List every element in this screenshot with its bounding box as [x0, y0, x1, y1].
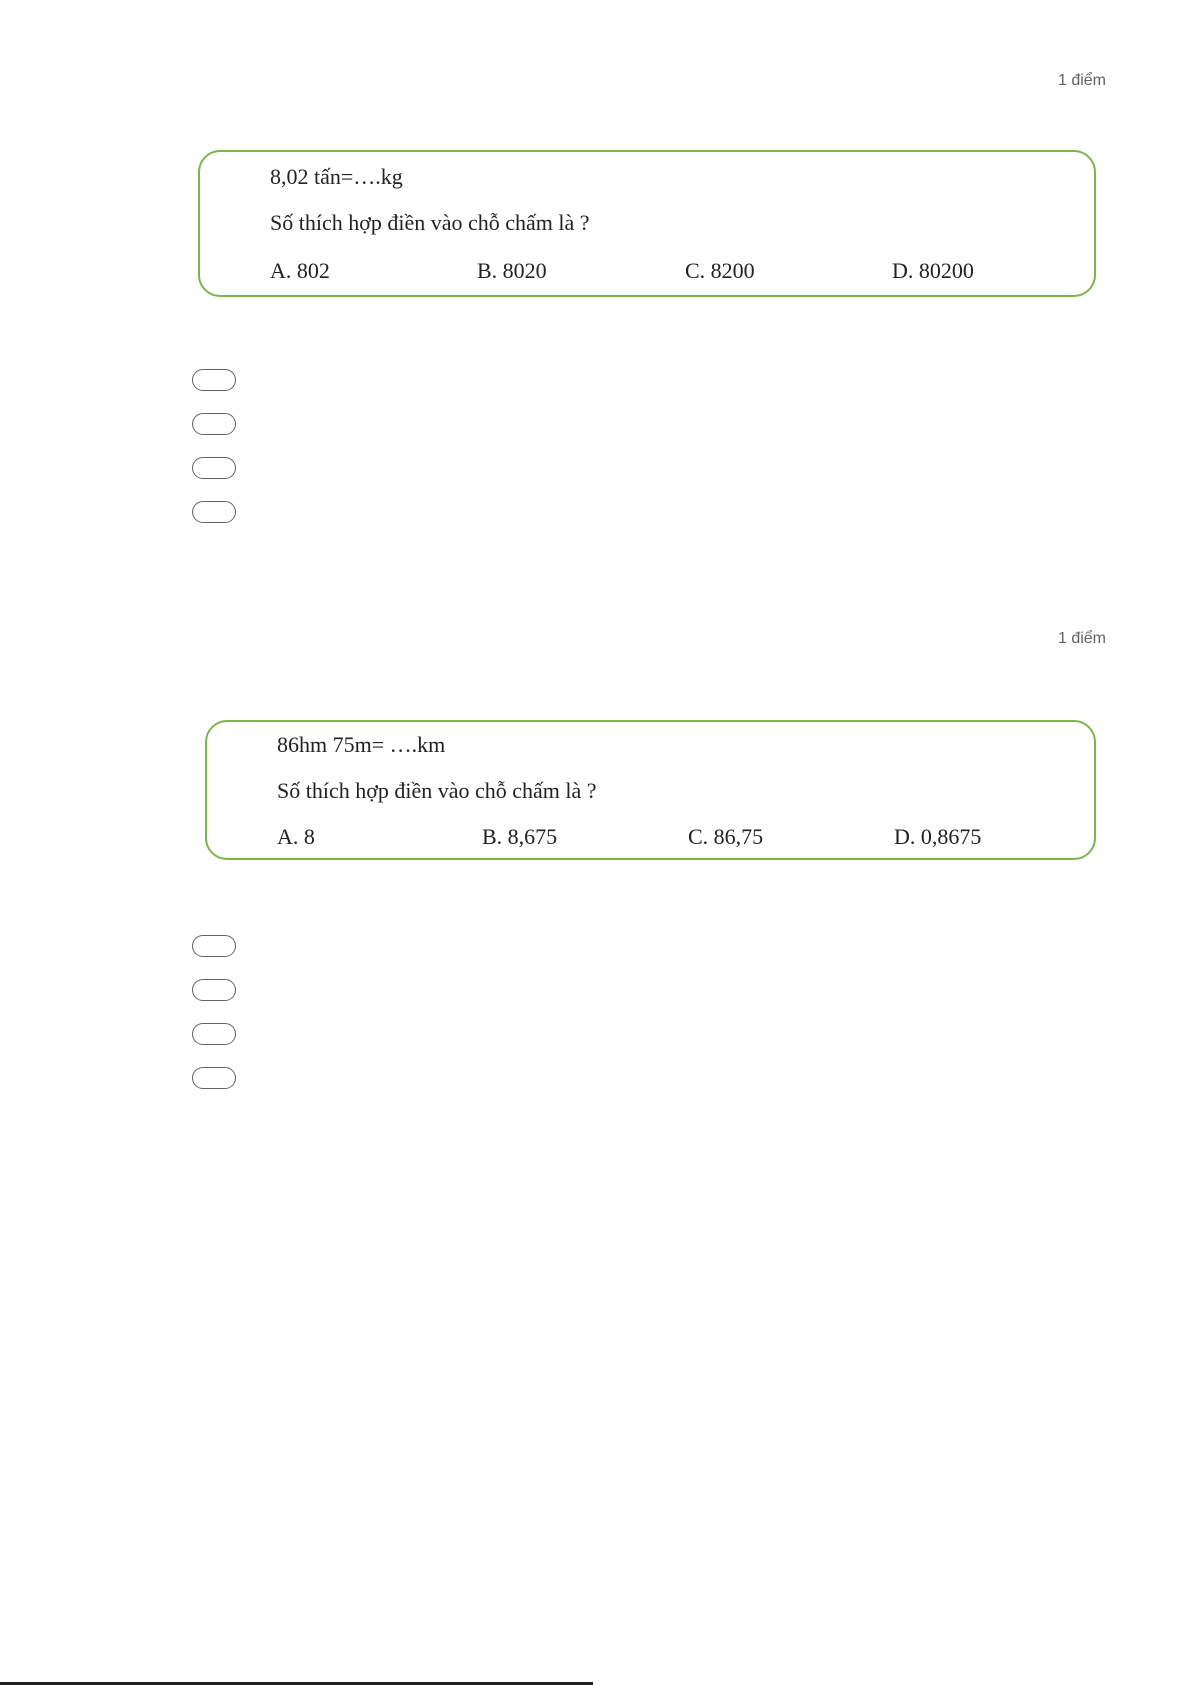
question-2-option-4[interactable] — [192, 1056, 792, 1100]
question-1-prompt: Số thích hợp điền vào chỗ chấm là ? — [270, 210, 590, 235]
question-1-option-1[interactable] — [192, 358, 792, 402]
question-2-options — [192, 924, 792, 1100]
radio-button[interactable] — [192, 1067, 236, 1089]
question-1-option-4[interactable] — [192, 490, 792, 534]
question-2-option-3[interactable] — [192, 1012, 792, 1056]
radio-button[interactable] — [192, 1023, 236, 1045]
radio-button[interactable] — [192, 369, 236, 391]
question-2-statement: 86hm 75m= ….km — [277, 732, 446, 757]
question-2-choice-c: C. 86,75 — [688, 824, 764, 849]
question-1-choice-d: D. 80200 — [892, 258, 974, 283]
question-1-points: 1 điểm — [1057, 72, 1106, 89]
question-1-statement: 8,02 tấn=….kg — [270, 164, 403, 189]
question-2-option-2[interactable] — [192, 968, 792, 1012]
radio-button[interactable] — [192, 501, 236, 523]
question-1-choice-a: A. 802 — [270, 258, 330, 283]
question-2-option-1[interactable] — [192, 924, 792, 968]
question-1-choice-c: C. 8200 — [685, 258, 755, 283]
question-1-options — [192, 358, 792, 534]
question-2-prompt: Số thích hợp điền vào chỗ chấm là ? — [277, 778, 597, 803]
question-1-option-2[interactable] — [192, 402, 792, 446]
question-1-option-3[interactable] — [192, 446, 792, 490]
question-1-answer-choices — [270, 258, 1070, 288]
question-2-answer-choices — [277, 824, 1077, 854]
question-1-image — [198, 150, 1096, 297]
radio-button[interactable] — [192, 935, 236, 957]
question-2-points: 1 điểm — [1057, 630, 1106, 647]
question-2-choice-b: B. 8,675 — [482, 824, 558, 849]
question-1-choice-b: B. 8020 — [477, 258, 547, 283]
radio-button[interactable] — [192, 457, 236, 479]
radio-button[interactable] — [192, 979, 236, 1001]
question-2-choice-a: A. 8 — [277, 824, 315, 849]
question-2-image — [205, 720, 1096, 860]
radio-button[interactable] — [192, 413, 236, 435]
question-2-choice-d: D. 0,8675 — [894, 824, 982, 849]
